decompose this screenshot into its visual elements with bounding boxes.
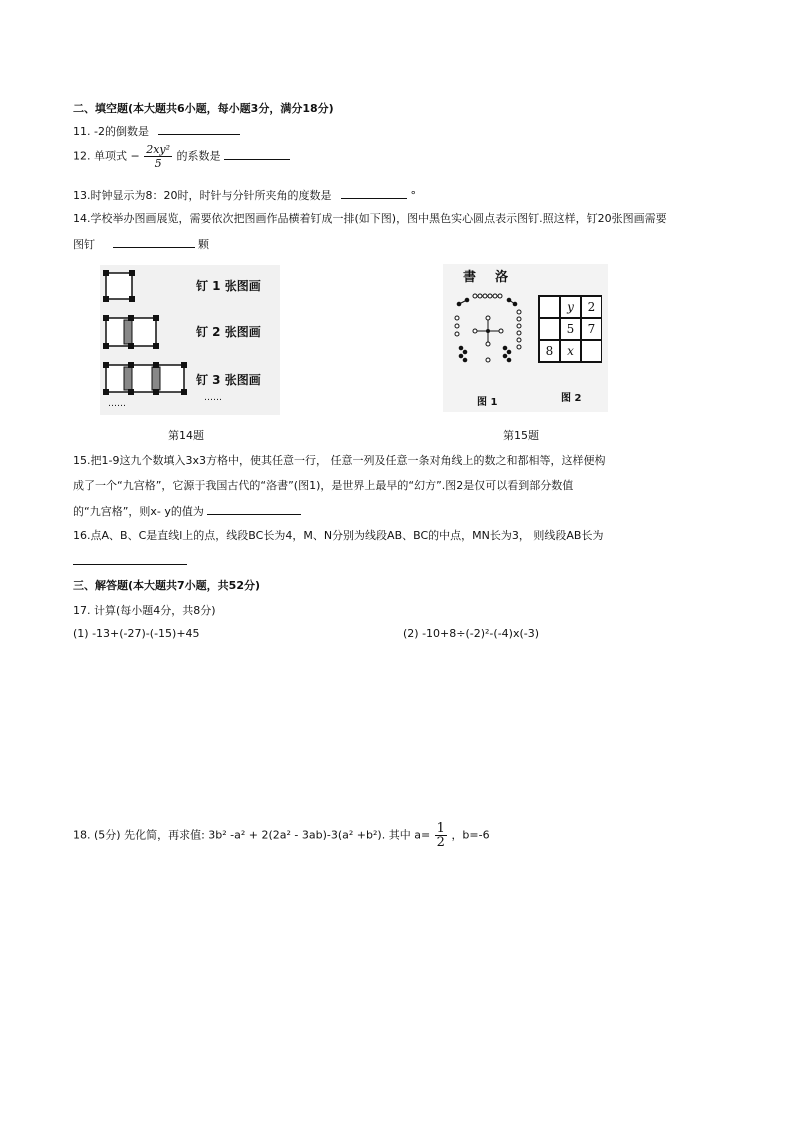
figure-14-label-2: 钉 2 张图画 (196, 325, 261, 339)
figure-2-label: 图 2 (561, 393, 582, 404)
question-18-b-value: ，b=-6 (451, 828, 490, 842)
answer-blank-12 (224, 147, 290, 160)
grid-cell: 5 (560, 318, 581, 340)
figure-14-label-3: 钉 3 张图画 (196, 373, 261, 387)
grid-cell: y (560, 296, 581, 318)
fraction-denominator: 2 (436, 835, 445, 850)
question-15-line-3-text: 的“九宫格”，则x- y的值为 (73, 505, 204, 518)
question-18-text: 18. (5分) 先化简，再求值: 3b² -a² + 2(2a² - 3ab)-3(a² +b²). 其中 a= (73, 828, 431, 842)
answer-blank-13 (341, 186, 407, 199)
nine-grid (538, 295, 602, 362)
grid-cell (539, 318, 560, 340)
figure-15 (443, 264, 608, 412)
answer-blank-16 (73, 552, 187, 565)
question-17: 17. 计算(每小题4分，共8分) (73, 604, 216, 617)
question-14-prefix: 图钉 (73, 238, 95, 251)
question-17-part-1: (1) -13+(-27)-(-15)+45 (73, 627, 200, 640)
fraction-numerator: 2xy² (146, 143, 171, 156)
question-16-line-2 (73, 552, 187, 568)
question-15-line-2: 成了一个“九宫格”，它源于我国古代的“洛書”(图1)，是世界上最早的“幻方”.图2是仅可以看到部分数值 (73, 479, 574, 492)
question-12-sign: − (130, 149, 140, 163)
figure-14-label-1: 钉 1 张图画 (196, 279, 261, 293)
figure-14-caption: 第14题 (168, 429, 204, 442)
luoshu-diagram (443, 282, 533, 382)
luoshu-title-left: 書 (463, 270, 477, 285)
question-12-prefix: 12. 单项式 (73, 149, 127, 163)
answer-blank-11 (158, 122, 240, 135)
question-13-text: 13.时钟显示为8：20时，时针与分针所夹角的度数是 (73, 189, 332, 202)
figure-15-caption: 第15题 (503, 429, 539, 442)
figure-1-label: 图 1 (477, 397, 498, 408)
degree-unit: ° (410, 189, 416, 202)
question-12 (73, 143, 290, 170)
fraction-denominator: 5 (154, 157, 162, 170)
question-14-line-1: 14.学校举办图画展览，需要依次把图画作品横着钉成一排(如下图)，图中黑色实心圆点表示图钉.照这样，钉20张图画需要 (73, 212, 667, 225)
answer-blank-14 (113, 235, 195, 248)
grid-cell (539, 296, 560, 318)
fraction-numerator: 1 (436, 821, 445, 836)
a-value-fraction (435, 822, 447, 849)
question-14-suffix: 颗 (198, 238, 209, 251)
figure-14 (100, 265, 280, 415)
grid-cell: x (560, 340, 581, 362)
question-14-line-2 (73, 235, 209, 252)
monomial-fraction (144, 143, 172, 170)
question-15-line-3 (73, 502, 301, 519)
grid-cell (581, 340, 602, 362)
section-3-title: 三、解答题(本大题共7小题，共52分) (73, 579, 261, 592)
question-15-line-1: 15.把1-9这九个数填入3x3方格中，使其任意一行， 任意一列及任意一条对角线上的数之和都相等，这样便构 (73, 454, 606, 467)
luoshu-title-right: 洛 (495, 270, 509, 285)
question-16-line-1: 16.点A、B、C是直线l上的点，线段BC长为4，M、N分别为线段AB、BC的中点，MN长为3， 则线段AB长为 (73, 529, 604, 542)
figure-14-ellipsis-right: …… (204, 393, 222, 403)
question-11-text: 11. -2的倒数是 (73, 125, 149, 138)
figure-14-ellipsis-left: …… (108, 399, 126, 409)
section-2-title: 二、填空题(本大题共6小题，每小题3分，满分18分) (73, 102, 334, 115)
grid-cell: 7 (581, 318, 602, 340)
question-11 (73, 122, 240, 139)
question-18 (73, 822, 490, 849)
grid-cell: 2 (581, 296, 602, 318)
question-13 (73, 186, 416, 203)
answer-blank-15 (207, 502, 301, 515)
question-12-suffix: 的系数是 (176, 149, 221, 163)
grid-cell: 8 (539, 340, 560, 362)
question-17-part-2: (2) -10+8÷(-2)²-(-4)x(-3) (403, 627, 540, 640)
